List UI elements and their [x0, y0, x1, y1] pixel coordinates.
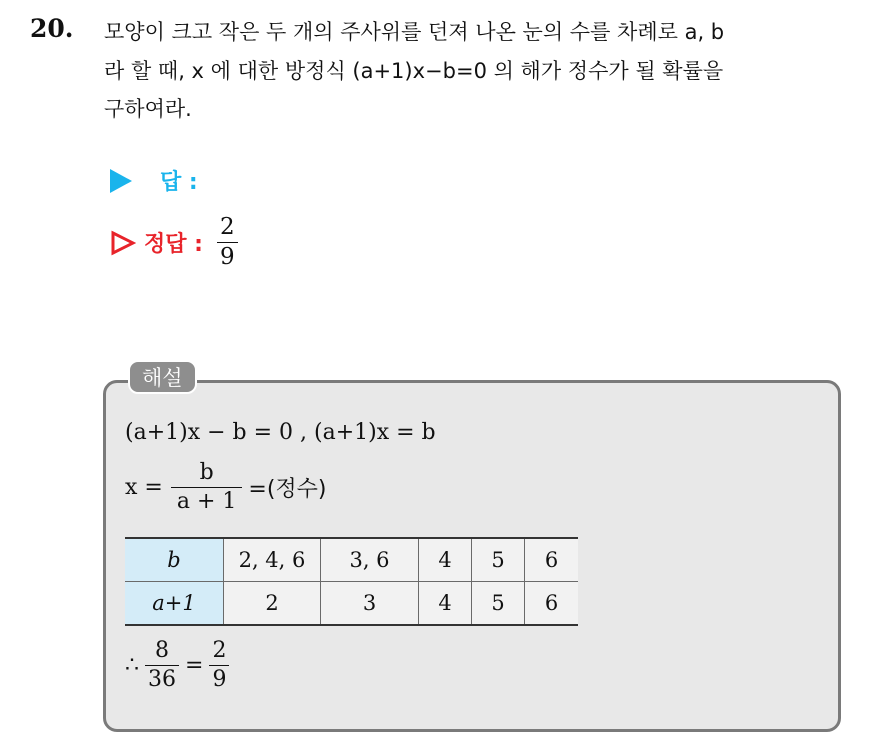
table-cell: a+1 [125, 582, 224, 626]
conclusion-f1-denominator: 36 [145, 665, 179, 691]
eq2-fraction [171, 462, 243, 513]
conclusion-fraction-1 [145, 640, 179, 691]
table-cell: 2, 4, 6 [224, 538, 321, 582]
correct-answer-fraction [217, 216, 238, 269]
solution-equation-2 [125, 462, 327, 513]
table-cell: 3, 6 [321, 538, 419, 582]
problem-text-line-3: 구하여라. [104, 97, 192, 121]
conclusion-fraction-2 [209, 640, 229, 691]
table-cell: 5 [472, 582, 525, 626]
table-cell: 3 [321, 582, 419, 626]
conclusion-equals: = [185, 653, 204, 678]
table-row [125, 582, 578, 626]
eq2-rhs-equals: = [248, 477, 267, 502]
solution-tag: 해설 [128, 360, 197, 394]
answer-arrow-icon [110, 169, 132, 193]
table-cell: 2 [224, 582, 321, 626]
correct-answer-denominator: 9 [217, 242, 238, 269]
table-cell: 4 [419, 538, 472, 582]
solution-table [125, 537, 578, 626]
correct-answer-label: 정답 : [144, 232, 203, 257]
eq2-rhs-text: (정수) [266, 477, 327, 502]
table-cell: 5 [472, 538, 525, 582]
correct-answer-row [110, 216, 238, 269]
conclusion-f2-denominator: 9 [209, 665, 229, 691]
eq2-denominator: a + 1 [171, 487, 243, 513]
table-cell: b [125, 538, 224, 582]
table-cell: 6 [525, 582, 579, 626]
problem-text-line-2: 라 할 때, x 에 대한 방정식 (a+1)x−b=0 의 해가 정수가 될 확률을 [104, 59, 724, 83]
answer-label: 답 : [160, 170, 198, 195]
table-row [125, 538, 578, 582]
eq2-rhs [248, 472, 326, 503]
therefore-symbol: ∴ [125, 653, 139, 678]
answer-row [110, 165, 198, 196]
conclusion-f1-numerator: 8 [155, 638, 169, 663]
correct-answer-arrow-icon [110, 230, 136, 256]
question-number: 20. [30, 14, 74, 43]
problem-text-line-1: 모양이 크고 작은 두 개의 주사위를 던져 나온 눈의 수를 차례로 a, b [104, 20, 725, 44]
table-cell: 6 [525, 538, 579, 582]
eq2-numerator: b [199, 460, 214, 485]
eq2-lhs: x = [125, 475, 163, 500]
solution-conclusion [125, 640, 229, 691]
table-cell: 4 [419, 582, 472, 626]
solution-equation-1: (a+1)x − b = 0 , (a+1)x = b [125, 420, 436, 445]
conclusion-f2-numerator: 2 [212, 638, 227, 663]
correct-answer-numerator: 2 [219, 214, 235, 240]
